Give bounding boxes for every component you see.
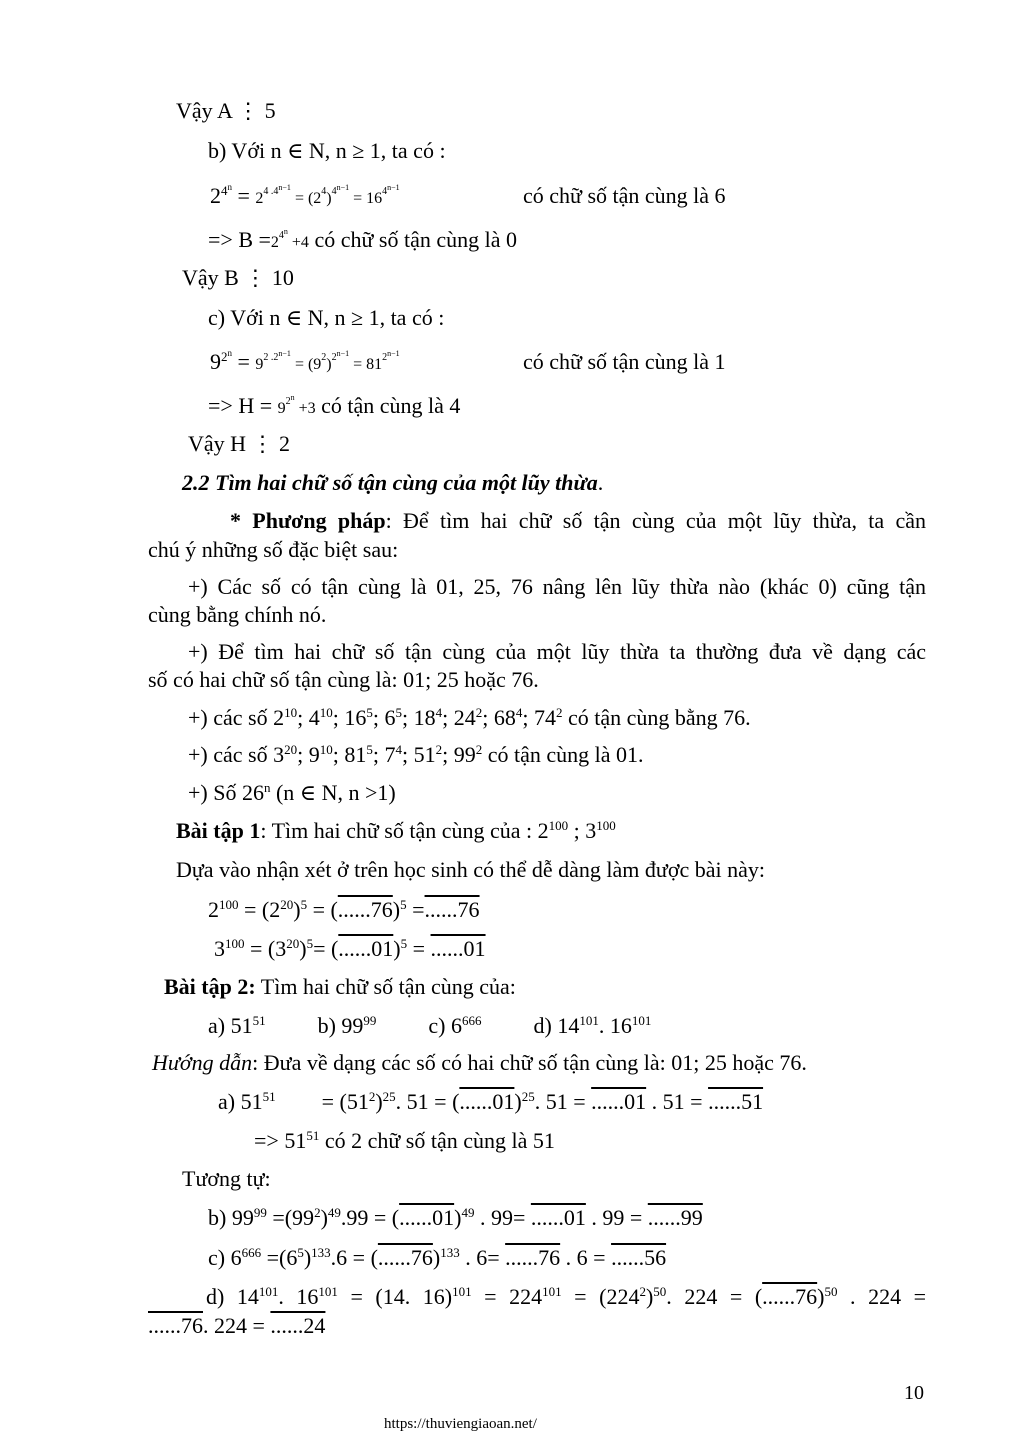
- exercise-2-items: a) $51^{51}$ b) $99^{99}$ c) $6^{666}$ d) $14^{101}$. $16^{101}$: [208, 1013, 652, 1038]
- c-conclusion-post: có tận cùng là 4: [315, 393, 461, 418]
- b-conclusion-post: có chữ số tận cùng là 0: [308, 227, 517, 252]
- conclusion-b: Vậy B ⋮ 10: [182, 265, 294, 290]
- solution-a-conclusion: => $51^{51}$ có 2 chữ số tận cùng là 51: [254, 1128, 555, 1153]
- exercise-2: [164, 973, 516, 1001]
- exercise-1-step-1: $2^{100} = (2^{20})^5 = (......76)^5 =......76$: [208, 897, 480, 922]
- exercise-1-step-2: $3^{100} = (3^{20})^5= (......01)^5 = ......01$: [214, 936, 486, 961]
- rule-1-line-1: [148, 573, 926, 601]
- footer-url[interactable]: https://thuviengiaoan.net/: [384, 1416, 537, 1432]
- rule-2-line-2: số có hai chữ số tận cùng là: 01; 25 hoặc 76.: [148, 667, 539, 692]
- exercise-2-label: Bài tập 2:: [164, 974, 256, 999]
- b-conclusion-pre: => B =: [208, 227, 271, 252]
- formula-b: $2^{4^n} = 2^{4 .4^{n-1}} = (2^4)^{4^{n-1}} = 16^{4^{n-1}}$: [210, 182, 400, 208]
- exercise-1-label: Bài tập 1: [176, 818, 261, 843]
- solution-c: c) $6^{666} =(6^5)^{133}.6 = (......76)^{133}$ . 6= ......76 . 6 = ......56: [208, 1245, 667, 1270]
- c-conclusion-line: => $H = 9^{2^n} +3$ có tận cùng là 4: [208, 393, 461, 418]
- c-conclusion-pre: => H =: [208, 393, 278, 418]
- part-c-intro: c) Với n ∈ N, n ≥ 1, ta có :: [208, 305, 445, 330]
- method-text: : Để tìm hai chữ số tận cùng của một lũy thừa, ta cần: [385, 508, 926, 533]
- method-label: * Phương pháp: [230, 508, 386, 533]
- b-conclusion-line: => $B =2^{4^n} +4$ có chữ số tận cùng là 0: [208, 227, 517, 252]
- method-line-2: chú ý những số đặc biệt sau:: [148, 537, 399, 562]
- solution-a: a) $51^{51} = (51^2)^{25}$. $51 = (......01)^{25}$. 51 = ......01 . 51 = ......51: [218, 1089, 764, 1114]
- rule-3: +) các số $2^{10}$; $4^{10}$; $16^5$; $6^5$; $18^4$; $24^2$; $68^4$; $74^2$ có tận cùng bằng 76.: [188, 705, 751, 730]
- rule-5: +) Số 26$^n$ (n ∈ N, n >1): [188, 780, 396, 805]
- rule-1-text: +) Các số có tận cùng là 01, 25, 76 nâng lên lũy thừa nào (khác 0) cũng tận: [188, 574, 926, 599]
- solution-a-conclusion-tail: có 2 chữ số tận cùng là 51: [319, 1128, 555, 1153]
- conclusion-a: Vậy A ⋮ 5: [176, 98, 276, 123]
- formula-c-result: có chữ số tận cùng là 1: [523, 349, 726, 374]
- similarly: Tương tự:: [182, 1166, 271, 1191]
- exercise-1-note: Dựa vào nhận xét ở trên học sinh có thể dễ dàng làm được bài này:: [176, 857, 765, 882]
- rule-2-text: +) Để tìm hai chữ số tận cùng của một lũy thừa ta thường đưa về dạng các: [188, 639, 926, 664]
- solution-b: b) $99^{99} =(99^2)^{49}.99 = (......01)^{49}$ . 99= ......01 . 99 = ......99: [208, 1205, 703, 1230]
- rule-1-line-2: cùng bằng chính nó.: [148, 602, 327, 627]
- section-heading: 2.2 Tìm hai chữ số tận cùng của một lũy thừa.: [182, 470, 604, 495]
- rule-4-tail: có tận cùng là 01.: [482, 742, 644, 767]
- exercise-1: Bài tập 1: Tìm hai chữ số tận cùng của : $2^{100}$ ; $3^{100}$: [176, 818, 616, 843]
- solution-d-line-1: d) $14^{101}$. $16^{101} = (14$. $16)^{101} = 224^{101} = (224^2)^{50}$. $224 = (......76)^{50}$ . 224 =: [206, 1284, 927, 1309]
- rule-4: +) các số $3^{20}$; $9^{10}$; $81^5$; $7^4$; $51^2$; $99^2$ có tận cùng là 01.: [188, 742, 644, 767]
- rule-5-tail: (n ∈ N, n >1): [270, 780, 396, 805]
- conclusion-h: Vậy H ⋮ 2: [188, 431, 291, 456]
- exercise-2-text: Tìm hai chữ số tận cùng của:: [255, 974, 516, 999]
- page-number: 10: [904, 1382, 924, 1404]
- method-line-1: [148, 507, 926, 535]
- hint: [152, 1049, 807, 1077]
- section-heading-text: 2.2 Tìm hai chữ số tận cùng của một lũy thừa: [182, 470, 598, 495]
- part-b-intro: b) Với n ∈ N, n ≥ 1, ta có :: [208, 138, 446, 163]
- formula-c: $9^{2^n} = 9^{2 .2^{n-1}} = (9^2)^{2^{n-1}} = 81^{2^{n-1}}$: [210, 348, 400, 374]
- rule-3-tail: có tận cùng bằng 76.: [567, 705, 751, 730]
- exercise-1-text: : Tìm hai chữ số tận cùng của :: [260, 818, 538, 843]
- hint-text: : Đưa về dạng các số có hai chữ số tận cùng là: 01; 25 hoặc 76.: [252, 1050, 807, 1075]
- hint-label: Hướng dẫn: [152, 1050, 253, 1075]
- rule-2-line-1: [148, 638, 926, 666]
- solution-d-line-2: ......76. 224 = ......24: [148, 1313, 326, 1338]
- formula-b-result: có chữ số tận cùng là 6: [523, 183, 726, 208]
